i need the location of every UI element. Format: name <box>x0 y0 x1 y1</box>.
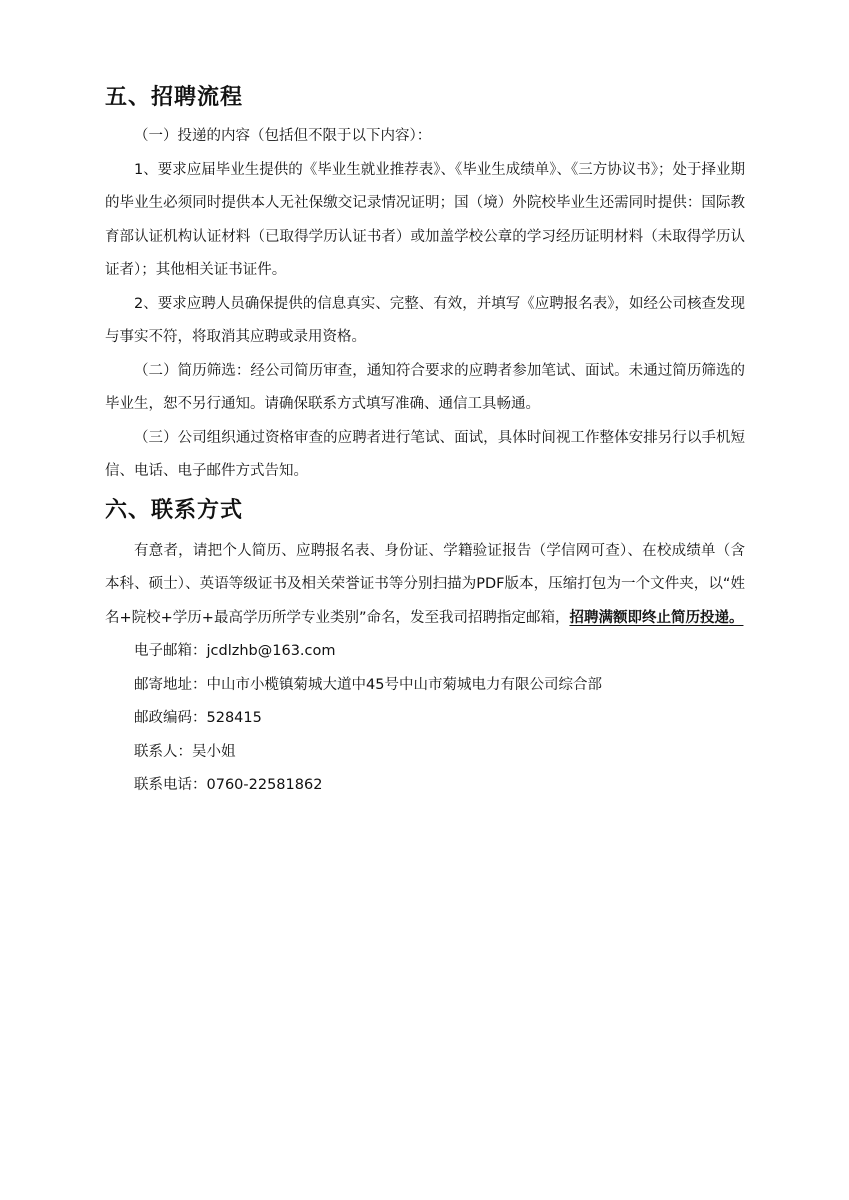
section-6-intro-end: 。 <box>728 609 744 626</box>
section-6-heading: 六、联系方式 <box>105 497 244 523</box>
contact-postcode: 邮政编码：528415 <box>134 710 262 726</box>
section-5-item-1-title: （一）投递的内容（包括但不限于以下内容）： <box>134 128 432 144</box>
section-5-item-2: （二）简历筛选：经公司简历审查，通知符合要求的应聘者参加笔试、面试。未通过简历筛选的毕业生，恕不另行通知。请确保联系方式填写准确、通信工具畅通。 <box>105 362 745 412</box>
section-6-intro-text: 有意者，请把个人简历、应聘报名表、身份证、学籍验证报告（学信网可查）、在校成绩单（含本科、硕士）、英语等级证书及相关荣誉证书等分别扫描为PDF版本，压缩打包为一个文件夹，以“姓名+院校+学历+最高学历所学专业类别”命名，发至我司招聘指定邮箱， <box>105 542 745 626</box>
section-6-intro-emphasis: 招聘满额即终止简历投递 <box>569 609 729 626</box>
contact-email: 电子邮箱：jcdlzhb@163.com <box>134 643 336 659</box>
section-5-item-1-paragraph-1: 1、要求应届毕业生提供的《毕业生就业推荐表》、《毕业生成绩单》、《三方协议书》；处于择业期的毕业生必须同时提供本人无社保缴交记录情况证明；国（境）外院校毕业生还需同时提供：国际教育部认证机构认证材料（已取得学历认证书者）或加盖学校公章的学习经历证明材料（未取得学历认证者）；其他相关证书证件。 <box>105 161 745 278</box>
section-5-item-1-paragraph-2: 2、要求应聘人员确保提供的信息真实、完整、有效，并填写《应聘报名表》，如经公司核查发现与事实不符，将取消其应聘或录用资格。 <box>105 295 745 345</box>
contact-address: 邮寄地址：中山市小榄镇菊城大道中45号中山市菊城电力有限公司综合部 <box>134 676 602 693</box>
section-6-intro <box>105 535 745 636</box>
section-5-item-3: （三）公司组织通过资格审查的应聘者进行笔试、面试，具体时间视工作整体安排另行以手机短信、电话、电子邮件方式告知。 <box>105 429 745 479</box>
document-body <box>105 82 745 803</box>
contact-phone: 联系电话：0760-22581862 <box>134 777 323 793</box>
section-5-heading: 五、招聘流程 <box>105 85 244 110</box>
contact-person: 联系人：吴小姐 <box>134 743 236 760</box>
